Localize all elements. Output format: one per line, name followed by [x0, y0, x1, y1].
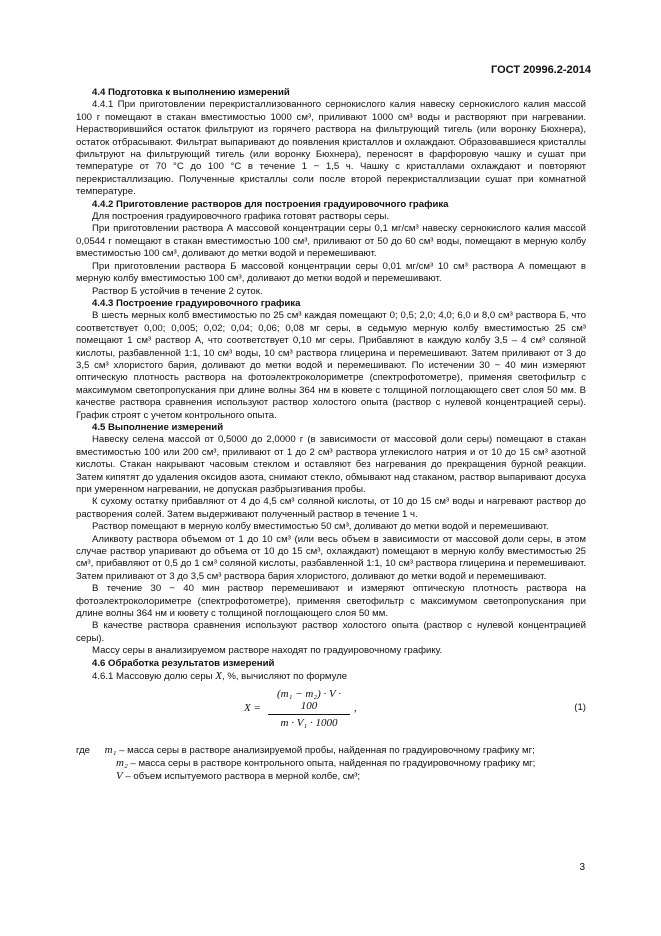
document-body	[76, 87, 586, 784]
section-heading-4-4: 4.4 Подготовка к выполнению измерений	[92, 87, 290, 98]
definition-v	[76, 770, 586, 783]
text-fragment: 4.6.1 Массовую долю серы	[92, 671, 213, 683]
paragraph: В течение 30 − 40 мин раствор перемешивают и измеряют оптическую плотность раствора на фотоэлектроколориметре (спектрофотометре), применяя светофильтр с максимумом светопропускания при длине волны 364 нм и кювету с толщиной поглощающего слоя 50 мм.	[76, 583, 586, 620]
formula-numerator: (m₁ − m₂) · V · 100	[268, 688, 350, 716]
paragraph: К сухому остатку прибавляют от 4 до 4,5 см³ соляной кислоты, от 10 до 15 см³ воды и нагревают раствор до растворения солей. Затем выдерживают полученный раствор в течение 1 ч.	[76, 496, 586, 520]
formula-number: (1)	[574, 701, 586, 713]
variable-definitions	[76, 744, 586, 784]
paragraph: Для построения градуировочного графика готовят растворы серы.	[92, 211, 390, 223]
definition-m2	[76, 757, 586, 770]
paragraph: Раствор помещают в мерную колбу вместимостью 50 см³, доливают до метки водой и перемешивают.	[92, 521, 549, 533]
definition-text: – объем испытуемого раствора в мерной колбе, см³;	[122, 771, 361, 783]
formula-lhs: X =	[244, 701, 261, 714]
paragraph: Массу серы в анализируемом растворе находят по градуировочному графику.	[92, 645, 443, 657]
symbol-m2: m₂	[116, 756, 128, 769]
symbol-x: X	[215, 670, 222, 683]
paragraph: 4.4.1 При приготовлении перекристаллизованного сернокислого калия навеску сернокислого калия массой 100 г помещают в стакан вместимостью 1000 см³, приливают 1000 см³ воды и растворяют при нагревании. Нерастворившийся остаток фильтруют из горячего раствора на фильтрующий тигель (или воронку Бюхнера), остаток отбрасывают. Фильтрат выпаривают до появления кристаллов и охлаждают. Образовавшиеся кристаллы фильтруют на фильтрующий тигель (или воронку Бюхнера), переносят в фарфоровую чашку и сушат при температуре от 70 °С до 100 °С в течение 1 − 1,5 ч. Чашку с кристаллами охлаждают и повторяют перекристаллизацию. Полученные кристаллы соли после второй перекристаллизации сушат при комнатной температуре.	[76, 99, 586, 198]
paragraph: В качестве раствора сравнения используют раствор холостого опыта (раствор с нулевой концентрацией серы).	[76, 620, 586, 644]
definition-m1	[76, 744, 586, 757]
symbol-v: V	[116, 770, 123, 783]
paragraph: Раствор Б устойчив в течение 2 суток.	[92, 285, 263, 297]
subsection-heading-4-4-3: 4.4.3 Построение градуировочного графика	[92, 297, 301, 309]
text-fragment: , %, вычисляют по формуле	[221, 671, 348, 683]
definition-text: – масса серы в растворе анализируемой пробы, найденная по градуировочному графику мг;	[116, 744, 535, 756]
paragraph: При приготовлении раствора А массовой концентрации серы 0,1 мг/см³ навеску сернокислого калия массой 0,0544 г помещают в стакан вместимостью 100 см³, приливают от 50 до 60 см³ воды, помещают в мерную колбу вместимостью 100 см³, доливают до метки водой и перемешивают.	[76, 223, 586, 260]
symbol-m1: m₁	[104, 743, 117, 756]
subsection-heading-4-4-2: 4.4.2 Приготовление растворов для построения градуировочного графика	[92, 198, 449, 210]
page-number: 3	[579, 862, 585, 873]
paragraph: В шесть мерных колб вместимостью по 25 см³ каждая помещают 0; 0,5; 2,0; 4,0; 6,0 и 8,0 см³ раствора Б, что соответствует 0,00; 0,005; 0,02; 0,04; 0,06; 0,08 мг серы, в седьмую мерную колбу вместимостью 25 см³ помещают 1 см³ раствор А, что соответствует 0,10 мг серы. Прибавляют в каждую колбу 3,5 – 4 см³ соляной кислоты, разбавленной 1:1, 10 см³ воды, 10 см³ раствора глицерина и перемешивают. Затем приливают от 3 до 3,5 см³ хлористого бария, доливают до метки водой и перемешивают. По истечении 30 − 40 мин измеряют оптическую плотность раствора на фотоэлектроколориметре (спектрофотометре), применяя светофильтр с максимумом светопропускания при длине волны 364 нм в кювете с толщиной поглощающего свет слоя 50 мм. В качестве раствора сравнения используют раствор холостого опыта (раствор с нулевой концентрацией серы). График строят с учетом контрольного опыта.	[76, 310, 586, 421]
definition-text: – масса серы в растворе контрольного опыта, найденная по градуировочному графику мг;	[127, 757, 536, 769]
paragraph	[76, 670, 586, 683]
formula-fraction	[268, 688, 350, 730]
section-heading-4-6: 4.6 Обработка результатов измерений	[92, 657, 275, 669]
formula-1	[76, 688, 586, 736]
paragraph: При приготовлении раствора Б массовой концентрации серы 0,01 мг/см³ 10 см³ раствора А помещают в мерную колбу вместимостью 100 см³, доливают до метки водой и перемешивают.	[76, 260, 586, 285]
where-label: где	[76, 744, 91, 756]
formula-denominator: m · V₁ · 1000	[280, 717, 338, 730]
section-heading-4-5: 4.5 Выполнение измерений	[92, 421, 224, 433]
paragraph: Аликвоту раствора объемом от 1 до 10 см³ (или весь объем в зависимости от массовой доли серы, в этом случае раствор упаривают до объема от 10 до 15 см³, охлаждают) помещают в мерную колбу вместимостью 25 см³, прибавляют от 0,5 до 1 см³ соляной кислоты, разбавленной 1:1, 10 см³ раствора глицерина и перемешивают. Затем приливают от 3 до 3,5 см³ раствора бария хлористого, доливают до метки водой и перемешивают.	[76, 533, 586, 582]
document-id: ГОСТ 20996.2-2014	[491, 64, 591, 76]
formula-comma: ,	[354, 701, 357, 714]
paragraph: Навеску селена массой от 0,5000 до 2,0000 г (в зависимости от массовой доли серы) помещают в стакан вместимостью 100 или 200 см³, приливают от 1 до 2 см³ раствора углекислого натрия и от 10 до 15 см³ азотной кислоты. Стакан накрывают часовым стеклом и оставляют без нагревания до прекращения бурной реакции. Затем кипятят до удаления оксидов азота, снимают стекло, обмывают над стаканом, раствор выпаривают досуха при умеренном нагревании, не допуская разбрызгивания пробы.	[76, 434, 586, 495]
